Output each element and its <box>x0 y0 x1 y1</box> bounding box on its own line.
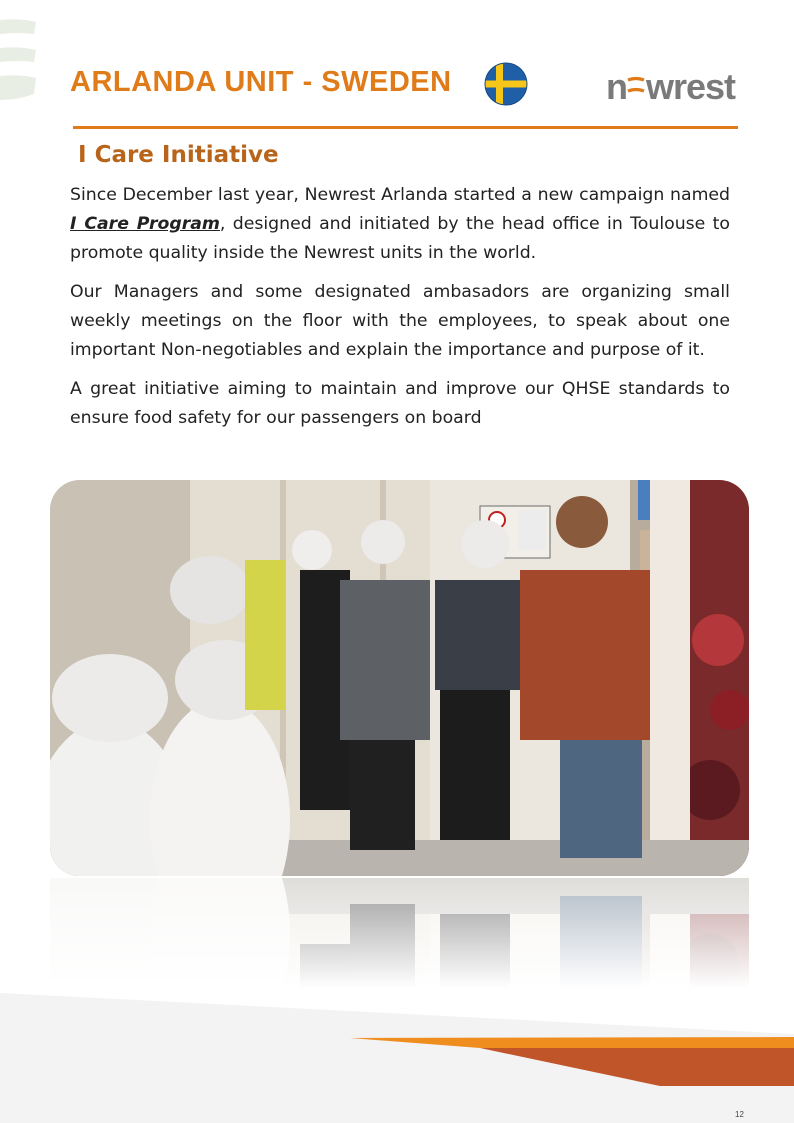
paragraph-2: Our Managers and some designated ambasadors are organizing small weekly meetings on the floor with the employees, to speak about one important Non-negotiables and explain the importance and purpose of it. <box>70 282 730 360</box>
svg-text:n: n <box>606 68 627 104</box>
photo-reflection <box>50 878 749 988</box>
page-title: ARLANDA UNIT - SWEDEN <box>70 66 452 98</box>
newrest-logo <box>606 68 740 104</box>
paragraph-1-end: , designed and initiated by the head office in Toulouse to promote quality inside the Newrest units in the world. <box>70 214 730 263</box>
program-name: I Care Program <box>70 214 220 234</box>
section-title: I Care Initiative <box>78 142 279 168</box>
meeting-photo <box>50 480 749 876</box>
body-text <box>70 181 730 443</box>
paragraph-1 <box>70 181 730 268</box>
header-rule <box>73 126 738 129</box>
sweden-flag-icon <box>484 62 528 106</box>
paragraph-1-start: Since December last year, Newrest Arlanda started a new campaign named <box>70 185 730 205</box>
page-number: 12 <box>735 1110 744 1119</box>
svg-text:wrest: wrest <box>646 68 736 104</box>
paragraph-3: A great initiative aiming to maintain and improve our QHSE standards to ensure food safety for our passengers on board <box>70 379 730 428</box>
corner-decoration <box>0 0 40 110</box>
bottom-decoration <box>0 990 794 1123</box>
